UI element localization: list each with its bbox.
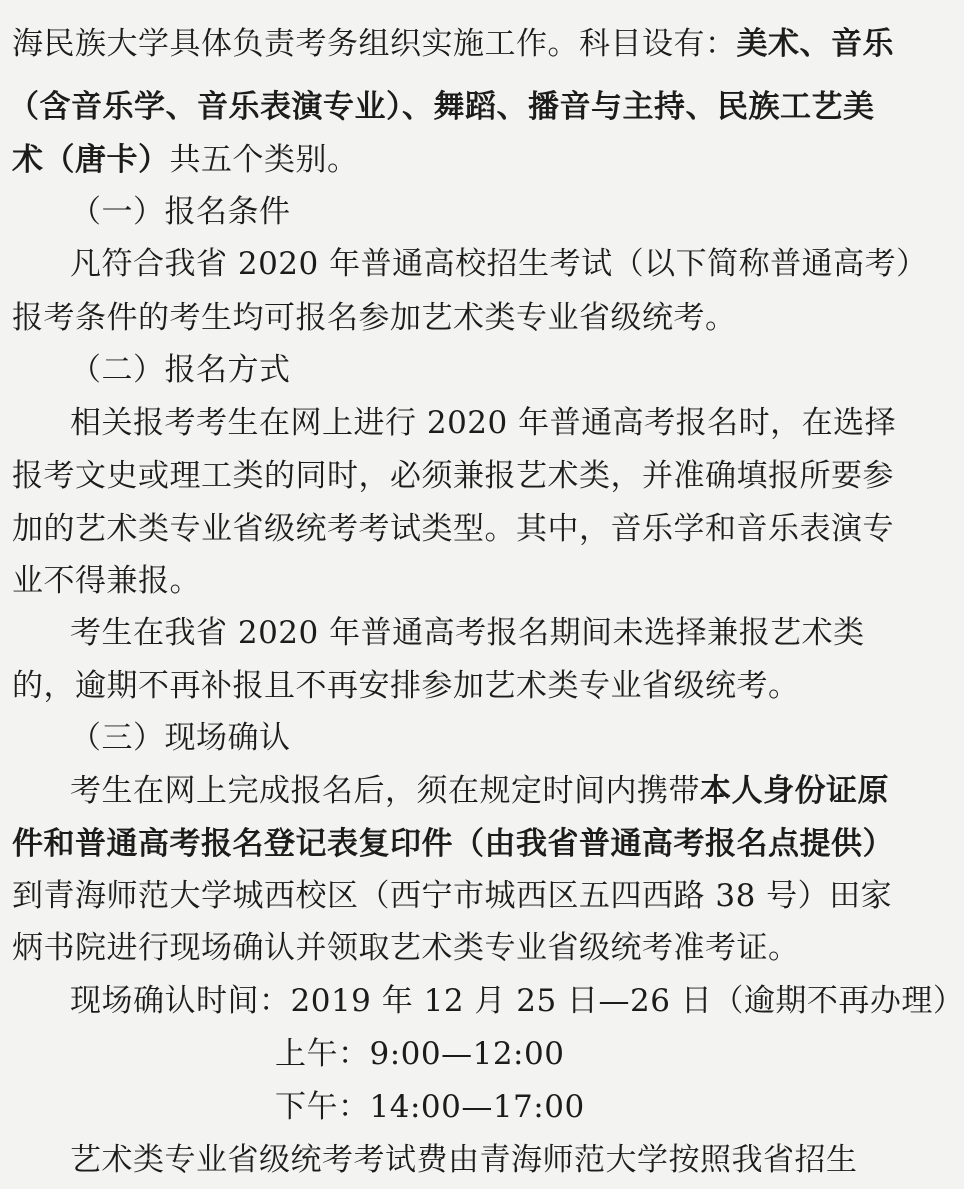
text-run: 海民族大学具体负责考务组织实施工作。科目设有： (12, 26, 737, 62)
bold-text-run: 术（唐卡） (12, 142, 170, 178)
text-run: 考生在网上完成报名后，须在规定时间内携带 (70, 773, 700, 809)
paragraph-line-2 (8, 87, 875, 127)
paragraph-line-10: 加的艺术类专业省级统考考试类型。其中，音乐学和音乐表演专 (12, 511, 894, 547)
paragraph-line-1 (12, 24, 894, 64)
paragraph-line-17: 到青海师范大学城西校区（西宁市城西区五四西路 38 号）田家 (12, 878, 893, 914)
bold-text-run: （含音乐学、音乐表演专业）、舞蹈、播音与主持、民族工艺美 (8, 89, 875, 125)
section-heading-2: （二）报名方式 (70, 352, 291, 388)
paragraph-line-5: 凡符合我省 2020 年普通高校招生考试（以下简称普通高考） (70, 246, 928, 282)
morning-hours: 上午：9:00—12:00 (275, 1036, 565, 1072)
paragraph-line-22: 艺术类专业省级统考考试费由青海师范大学按照我省招生 (70, 1142, 858, 1178)
paragraph-line-6: 报考条件的考生均可报名参加艺术类专业省级统考。 (12, 300, 737, 336)
paragraph-line-3 (12, 140, 359, 180)
paragraph-line-16 (12, 824, 894, 864)
confirmation-time: 现场确认时间：2019 年 12 月 25 日—26 日（逾期不再办理） (70, 983, 964, 1019)
paragraph-line-8: 相关报考考生在网上进行 2020 年普通高考报名时，在选择 (70, 405, 897, 441)
paragraph-line-18: 炳书院进行现场确认并领取艺术类专业省级统考准考证。 (12, 930, 800, 966)
bold-text-run: 美术、音乐 (736, 26, 894, 62)
bold-text-run: 本人身份证原 (700, 773, 889, 809)
text-run: 共五个类别。 (169, 142, 359, 178)
paragraph-line-15 (70, 771, 889, 811)
afternoon-hours: 下午：14:00—17:00 (275, 1089, 585, 1125)
bold-text-run: 件和普通高考报名登记表复印件（由我省普通高考报名点提供） (12, 826, 894, 862)
paragraph-line-13: 的，逾期不再补报且不再安排参加艺术类专业省级统考。 (12, 668, 800, 704)
section-heading-1: （一）报名条件 (70, 194, 291, 230)
paragraph-line-11: 业不得兼报。 (12, 563, 201, 599)
paragraph-line-9: 报考文史或理工类的同时，必须兼报艺术类，并准确填报所要参 (12, 458, 894, 494)
paragraph-line-12: 考生在我省 2020 年普通高考报名期间未选择兼报艺术类 (70, 615, 865, 651)
section-heading-3: （三）现场确认 (70, 720, 291, 756)
